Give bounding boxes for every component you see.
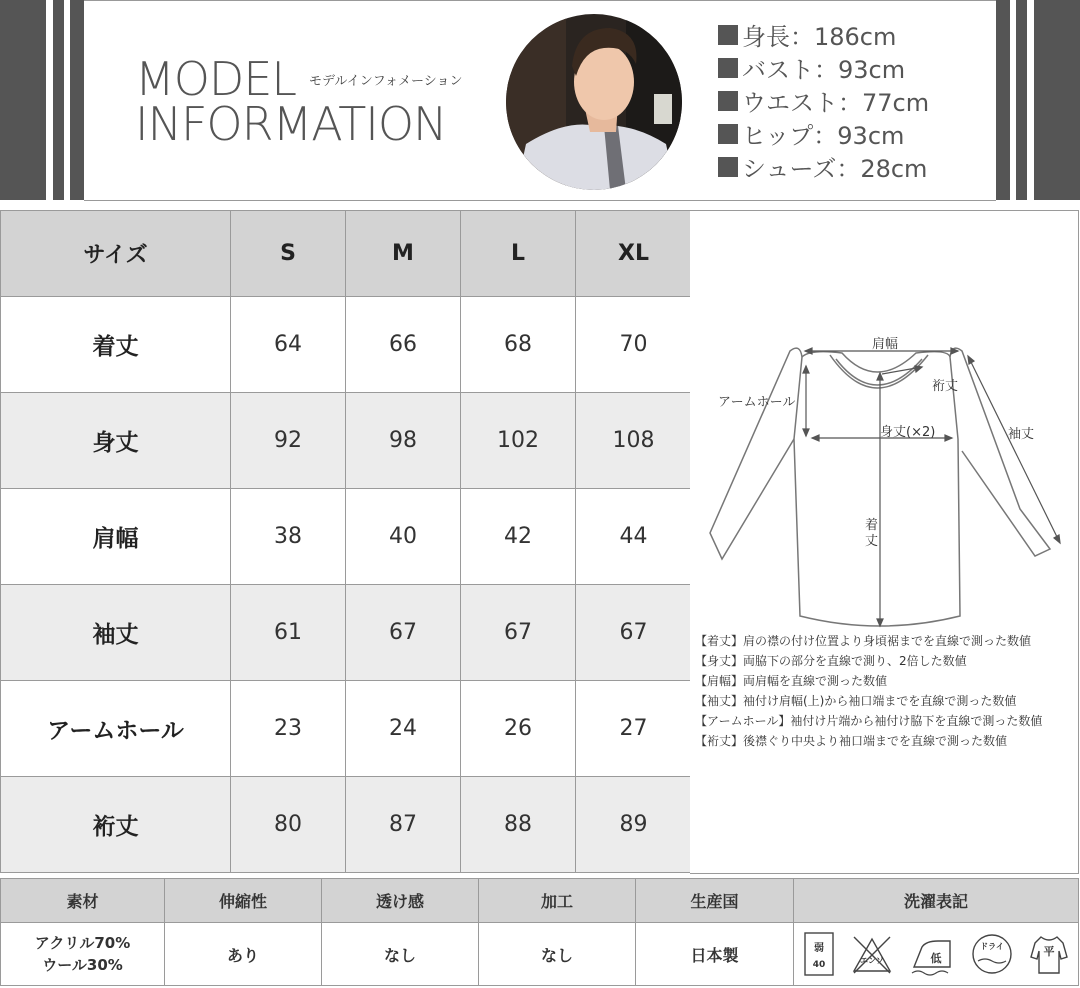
- table-cell: 23: [231, 681, 346, 777]
- table-cell: 67: [461, 585, 576, 681]
- dry-clean-text: ドライ: [979, 942, 1004, 951]
- note-item: 【袖丈】袖付け肩幅(上)から袖口端までを直線で測った数値: [695, 694, 1017, 708]
- left-stripe-3: [70, 0, 84, 200]
- right-stripe-1: [996, 0, 1010, 200]
- header-country: 生産国: [636, 879, 794, 923]
- flat-dry-icon: [1027, 931, 1071, 977]
- table-cell: 88: [461, 777, 576, 873]
- bullet-square-icon: [718, 58, 738, 78]
- model-spec-list: [718, 18, 929, 183]
- size-col-m: M: [346, 211, 461, 297]
- table-cell: 40: [346, 489, 461, 585]
- size-col-xl: XL: [576, 211, 692, 297]
- note-item: 【肩幅】両肩幅を直線で測った数値: [695, 674, 888, 688]
- diagram-label-shoulder: 肩幅: [872, 337, 899, 352]
- wash-weak-text: 弱: [813, 943, 824, 954]
- note-item: 【アームホール】袖付け片端から袖付け脇下を直線で測った数値: [695, 714, 1043, 728]
- diagram-label-armhole: アームホール: [718, 395, 796, 410]
- bleach-text: エンソ: [860, 956, 885, 965]
- material-value-row: [1, 923, 1079, 986]
- processing-value: なし: [479, 923, 636, 986]
- material-value: [1, 923, 165, 986]
- table-cell: 38: [231, 489, 346, 585]
- row-label: 袖丈: [1, 585, 231, 681]
- table-cell: 92: [231, 393, 346, 489]
- model-info-header: [0, 0, 1080, 200]
- model-photo: [506, 14, 682, 190]
- garment-diagram: [690, 210, 1079, 874]
- row-label: 着丈: [1, 297, 231, 393]
- iron-low-icon: [908, 931, 956, 977]
- size-header-row: [1, 211, 692, 297]
- size-table: [0, 210, 692, 873]
- material-line-wool: ウール30%: [42, 956, 123, 974]
- table-cell: 26: [461, 681, 576, 777]
- row-label: 裄丈: [1, 777, 231, 873]
- right-stripe-2: [1016, 0, 1027, 200]
- country-value: 日本製: [636, 923, 794, 986]
- table-cell: 67: [576, 585, 692, 681]
- no-bleach-icon: [850, 931, 894, 977]
- table-cell: 108: [576, 393, 692, 489]
- table-cell: 44: [576, 489, 692, 585]
- table-row: [1, 777, 692, 873]
- header-stretch: 伸縮性: [165, 879, 322, 923]
- table-row: [1, 297, 692, 393]
- table-cell: 61: [231, 585, 346, 681]
- row-label: 身丈: [1, 393, 231, 489]
- table-row: [1, 393, 692, 489]
- spec-waist: [718, 84, 929, 117]
- spec-bust-text: バスト：93cm: [742, 56, 906, 84]
- left-stripe: [0, 0, 46, 200]
- stretch-value: あり: [165, 923, 322, 986]
- left-stripe-2: [53, 0, 64, 200]
- table-row: [1, 585, 692, 681]
- header-material: 素材: [1, 879, 165, 923]
- material-table: [0, 878, 1079, 986]
- table-cell: 64: [231, 297, 346, 393]
- table-cell: 66: [346, 297, 461, 393]
- left-stripe-gap: [46, 0, 53, 200]
- size-col-s: S: [231, 211, 346, 297]
- diagram-label-yuki: 裄丈: [932, 379, 959, 394]
- spec-height: [718, 18, 929, 51]
- table-row: [1, 489, 692, 585]
- table-cell: 98: [346, 393, 461, 489]
- material-line-acrylic: アクリル70%: [34, 934, 131, 952]
- spec-height-text: 身長：186cm: [742, 23, 897, 51]
- table-cell: 87: [346, 777, 461, 873]
- iron-low-text: 低: [930, 952, 942, 965]
- spec-hip: [718, 117, 929, 150]
- diagram-label-body: 身丈(×2): [880, 425, 936, 440]
- header-sheer: 透け感: [322, 879, 479, 923]
- table-cell: 67: [346, 585, 461, 681]
- spec-hip-text: ヒップ：93cm: [742, 122, 905, 150]
- sheer-value: なし: [322, 923, 479, 986]
- wash-temp-text: 40: [812, 960, 826, 970]
- wash-40-gentle-icon: [801, 931, 837, 977]
- table-cell: 42: [461, 489, 576, 585]
- note-item: 【裄丈】後襟ぐり中央より袖口端までを直線で測った数値: [695, 734, 1008, 748]
- bullet-square-icon: [718, 25, 738, 45]
- bullet-square-icon: [718, 157, 738, 177]
- spec-bust: [718, 51, 929, 84]
- measurement-notes: [695, 631, 1042, 751]
- table-cell: 102: [461, 393, 576, 489]
- size-corner-cell: サイズ: [1, 211, 231, 297]
- dry-clean-icon: [970, 931, 1014, 977]
- table-cell: 70: [576, 297, 692, 393]
- model-info-subtitle: モデルインフォメーション: [309, 74, 463, 89]
- right-stripe-3: [1034, 0, 1080, 200]
- header-processing: 加工: [479, 879, 636, 923]
- table-cell: 89: [576, 777, 692, 873]
- diagram-label-sleeve: 袖丈: [1008, 427, 1035, 442]
- flat-dry-text: 平: [1043, 945, 1055, 958]
- spec-waist-text: ウエスト：77cm: [742, 89, 930, 117]
- bullet-square-icon: [718, 124, 738, 144]
- title-line-model: MODEL: [135, 52, 297, 106]
- table-cell: 68: [461, 297, 576, 393]
- note-item: 【身丈】両脇下の部分を直線で測り、2倍した数値: [695, 654, 967, 668]
- table-cell: 27: [576, 681, 692, 777]
- spec-shoes: [718, 150, 929, 183]
- table-row: [1, 681, 692, 777]
- row-label: アームホール: [1, 681, 231, 777]
- table-cell: 80: [231, 777, 346, 873]
- diagram-label-length-2: 丈: [865, 534, 879, 549]
- row-label: 肩幅: [1, 489, 231, 585]
- note-item: 【着丈】肩の襟の付け位置より身頃裾までを直線で測った数値: [695, 634, 1032, 648]
- spec-shoes-text: シューズ：28cm: [742, 155, 928, 183]
- care-symbols: [794, 923, 1079, 986]
- title-line-information: INFORMATION: [135, 97, 447, 151]
- size-col-l: L: [461, 211, 576, 297]
- diagram-label-length-1: 着: [865, 518, 879, 533]
- table-cell: 24: [346, 681, 461, 777]
- material-header-row: [1, 879, 1079, 923]
- header-care: 洗濯表記: [794, 879, 1079, 923]
- right-stripe-gap-2: [1027, 0, 1034, 200]
- bullet-square-icon: [718, 91, 738, 111]
